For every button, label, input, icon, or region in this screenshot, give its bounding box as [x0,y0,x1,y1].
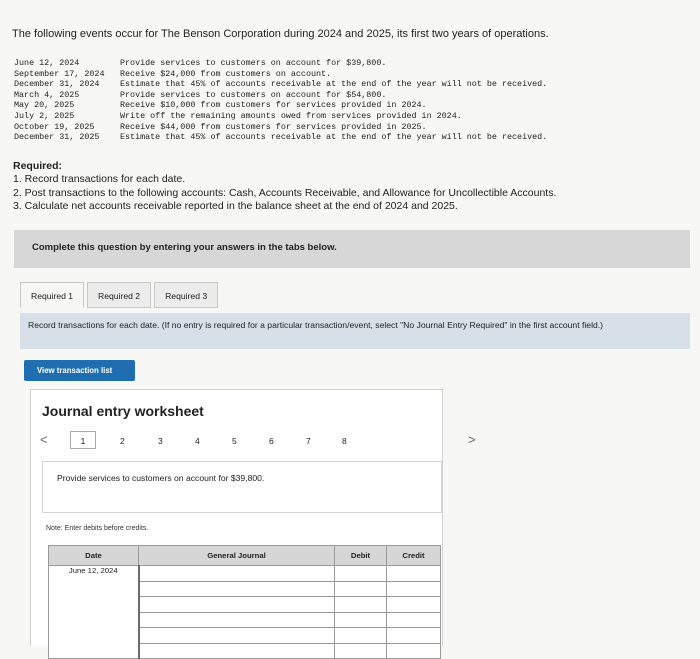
event-row [14,111,547,122]
debit-input[interactable] [335,581,387,597]
event-row [14,90,547,101]
event-row [14,122,547,133]
tab-required-2[interactable]: Required 2 [87,282,151,308]
event-text: Estimate that 45% of accounts receivable at the end of the year will not be received. [120,79,548,90]
transaction-description: Provide services to customers on account for $39,800. [57,473,265,483]
event-date: September 17, 2024 [14,68,105,79]
event-date: July 2, 2025 [14,110,75,121]
column-header-debit: Debit [335,546,387,566]
event-text: Receive $10,000 from customers for services provided in 2024. [120,100,427,111]
account-input[interactable] [139,643,335,659]
page-4[interactable]: 4 [195,436,200,446]
credit-input[interactable] [387,643,441,659]
required-item: 3. Calculate net accounts receivable reported in the balance sheet at the end of 2024 and 2025. [13,199,458,212]
credit-input[interactable] [387,628,441,644]
account-input[interactable] [139,581,335,597]
event-date: October 19, 2025 [14,121,95,132]
event-date: May 20, 2025 [14,100,75,111]
event-text: Receive $44,000 from customers for services provided in 2025. [120,121,427,132]
account-input[interactable] [139,628,335,644]
account-input[interactable] [139,597,335,613]
debit-input[interactable] [335,628,387,644]
page-5[interactable]: 5 [232,436,237,446]
page-8[interactable]: 8 [342,436,347,446]
event-row [14,100,547,111]
column-header-general-journal: General Journal [139,546,335,566]
event-text: Provide services to customers on account for $39,800. [120,58,387,68]
worksheet-pager [40,428,480,452]
required-item: 2. Post transactions to the following accounts: Cash, Accounts Receivable, and Allowance for Uncollectible Accounts. [13,186,557,199]
instructions-banner [14,230,690,268]
debit-input[interactable] [335,566,387,582]
account-input[interactable] [139,566,335,582]
tab-instruction: Record transactions for each date. (If no entry is required for a particular transaction/event, select "No Journal Entry Required" in the first account field.) [20,313,690,349]
events-list [14,58,547,143]
event-date: December 31, 2024 [14,79,100,90]
entry-date: June 12, 2024 [49,566,139,659]
view-transaction-list-button[interactable]: View transaction list [24,360,135,381]
table-row [49,566,441,582]
column-header-date: Date [49,546,139,566]
chevron-right-icon[interactable]: > [468,432,476,447]
event-text: Receive $24,000 from customers on account. [120,68,332,79]
event-row [14,69,547,80]
page-1[interactable]: 1 [70,431,96,449]
page-3[interactable]: 3 [158,436,163,446]
credit-input[interactable] [387,581,441,597]
page-2[interactable]: 2 [120,436,125,446]
event-date: December 31, 2025 [14,132,100,143]
debit-input[interactable] [335,643,387,659]
event-date: March 4, 2025 [14,89,80,100]
debit-input[interactable] [335,612,387,628]
event-row [14,58,547,69]
required-section [13,160,556,213]
required-title: Required: [13,160,63,172]
debit-credit-note: Note: Enter debits before credits. [46,525,149,532]
event-text: Provide services to customers on account for $54,800. [120,89,387,100]
banner-text: Complete this question by entering your answers in the tabs below. [32,242,337,253]
event-row [14,79,547,90]
debit-input[interactable] [335,597,387,613]
requirement-tabs [20,282,221,308]
event-text: Write off the remaining amounts owed from services provided in 2024. [120,110,462,121]
tab-required-3[interactable]: Required 3 [154,282,218,308]
problem-intro: The following events occur for The Benson Corporation during 2024 and 2025, its first two years of operations. [12,28,549,40]
column-header-credit: Credit [387,546,441,566]
transaction-description-box [42,461,442,513]
chevron-left-icon[interactable]: < [40,432,48,447]
credit-input[interactable] [387,597,441,613]
worksheet-title: Journal entry worksheet [42,403,204,419]
table-header-row [49,546,441,566]
page-7[interactable]: 7 [306,436,311,446]
account-input[interactable] [139,612,335,628]
event-row [14,132,547,143]
journal-entry-table [48,545,441,659]
credit-input[interactable] [387,566,441,582]
page-6[interactable]: 6 [269,436,274,446]
credit-input[interactable] [387,612,441,628]
event-text: Estimate that 45% of accounts receivable at the end of the year will not be received. [120,132,548,143]
tab-required-1[interactable]: Required 1 [20,282,84,308]
required-item: 1. Record transactions for each date. [13,173,186,186]
event-date: June 12, 2024 [14,58,80,68]
